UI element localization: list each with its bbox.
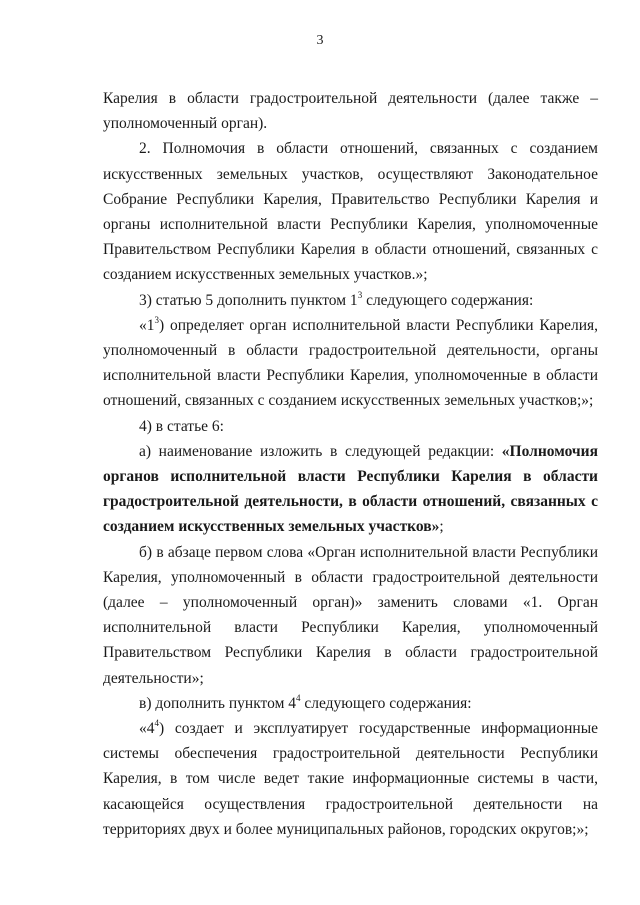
paragraph-item-3-tail: следующего содержания: [362, 291, 534, 309]
paragraph-point-1-3 [103, 313, 598, 414]
paragraph-subitem-b: б) в абзаце первом слова «Орган исполнительной власти Республики Карелия, уполномоченный в области градостроительной деятельности (далее – уполномоченный орган)» заменить словами «1. Орган исполнительной власти Республики Карелия, уполномоченный Правительством Республики Карелия в области градостроительной деятельности»; [103, 543, 598, 687]
paragraph-continuation: Карелия в области градостроительной деятельности (далее также – уполномоченный орган). [103, 90, 598, 133]
superscript: 3 [154, 314, 159, 325]
subitem-v-text: в) дополнить пунктом 4 [139, 694, 296, 712]
paragraph-item-2: 2. Полномочия в области отношений, связанных с созданием искусственных земельных участков, осуществляют Законодательное Собрание Республики Карелия, Правительство Республики Карелия и органы исполнительной власти Республики Карелия, уполномоченные Правительством Республики Карелия в области отношений, связанных с созданием искусственных земельных участков.»; [103, 140, 598, 284]
paragraph-subitem-v [103, 691, 598, 716]
subitem-v-tail: следующего содержания: [300, 694, 472, 712]
paragraph-item-3 [103, 288, 598, 313]
point-open: «4 [139, 720, 155, 738]
superscript: 4 [154, 718, 159, 729]
subitem-a-end: ; [439, 518, 444, 536]
page-number: 3 [316, 33, 324, 48]
paragraph-item-3-text: 3) статью 5 дополнить пунктом 1 [139, 291, 358, 309]
superscript: 4 [296, 692, 301, 703]
paragraph-subitem-a [103, 439, 598, 540]
point-text: ) создает и эксплуатирует государственные информационные системы обеспечения градостроительной деятельности Республики Карелия, в том числе ведет такие информационные системы в части, касающейся осуществления градостроительной деятельности на территориях двух и более муниципальных районов, городских округов;»; [103, 720, 598, 838]
subitem-a-text: а) наименование изложить в следующей редакции: [139, 442, 502, 460]
point-text: ) определяет орган исполнительной власти Республики Карелия, уполномоченный в области градостроительной деятельности, органы исполнительной власти Республики Карелия, уполномоченные в области отношений, связанных с созданием искусственных земельных участков;»; [103, 316, 598, 410]
superscript: 3 [357, 289, 363, 300]
point-open: «1 [139, 316, 155, 334]
paragraph-item-4: 4) в статье 6: [139, 417, 224, 435]
paragraph-point-4-4 [103, 716, 598, 842]
document-body [103, 86, 598, 842]
subitem-a-bold-title: «Полномочия органов исполнительной власти Республики Карелия в области градостроительной деятельности, в области отношений, связанных с созданием искусственных земельных участков» [103, 442, 598, 536]
